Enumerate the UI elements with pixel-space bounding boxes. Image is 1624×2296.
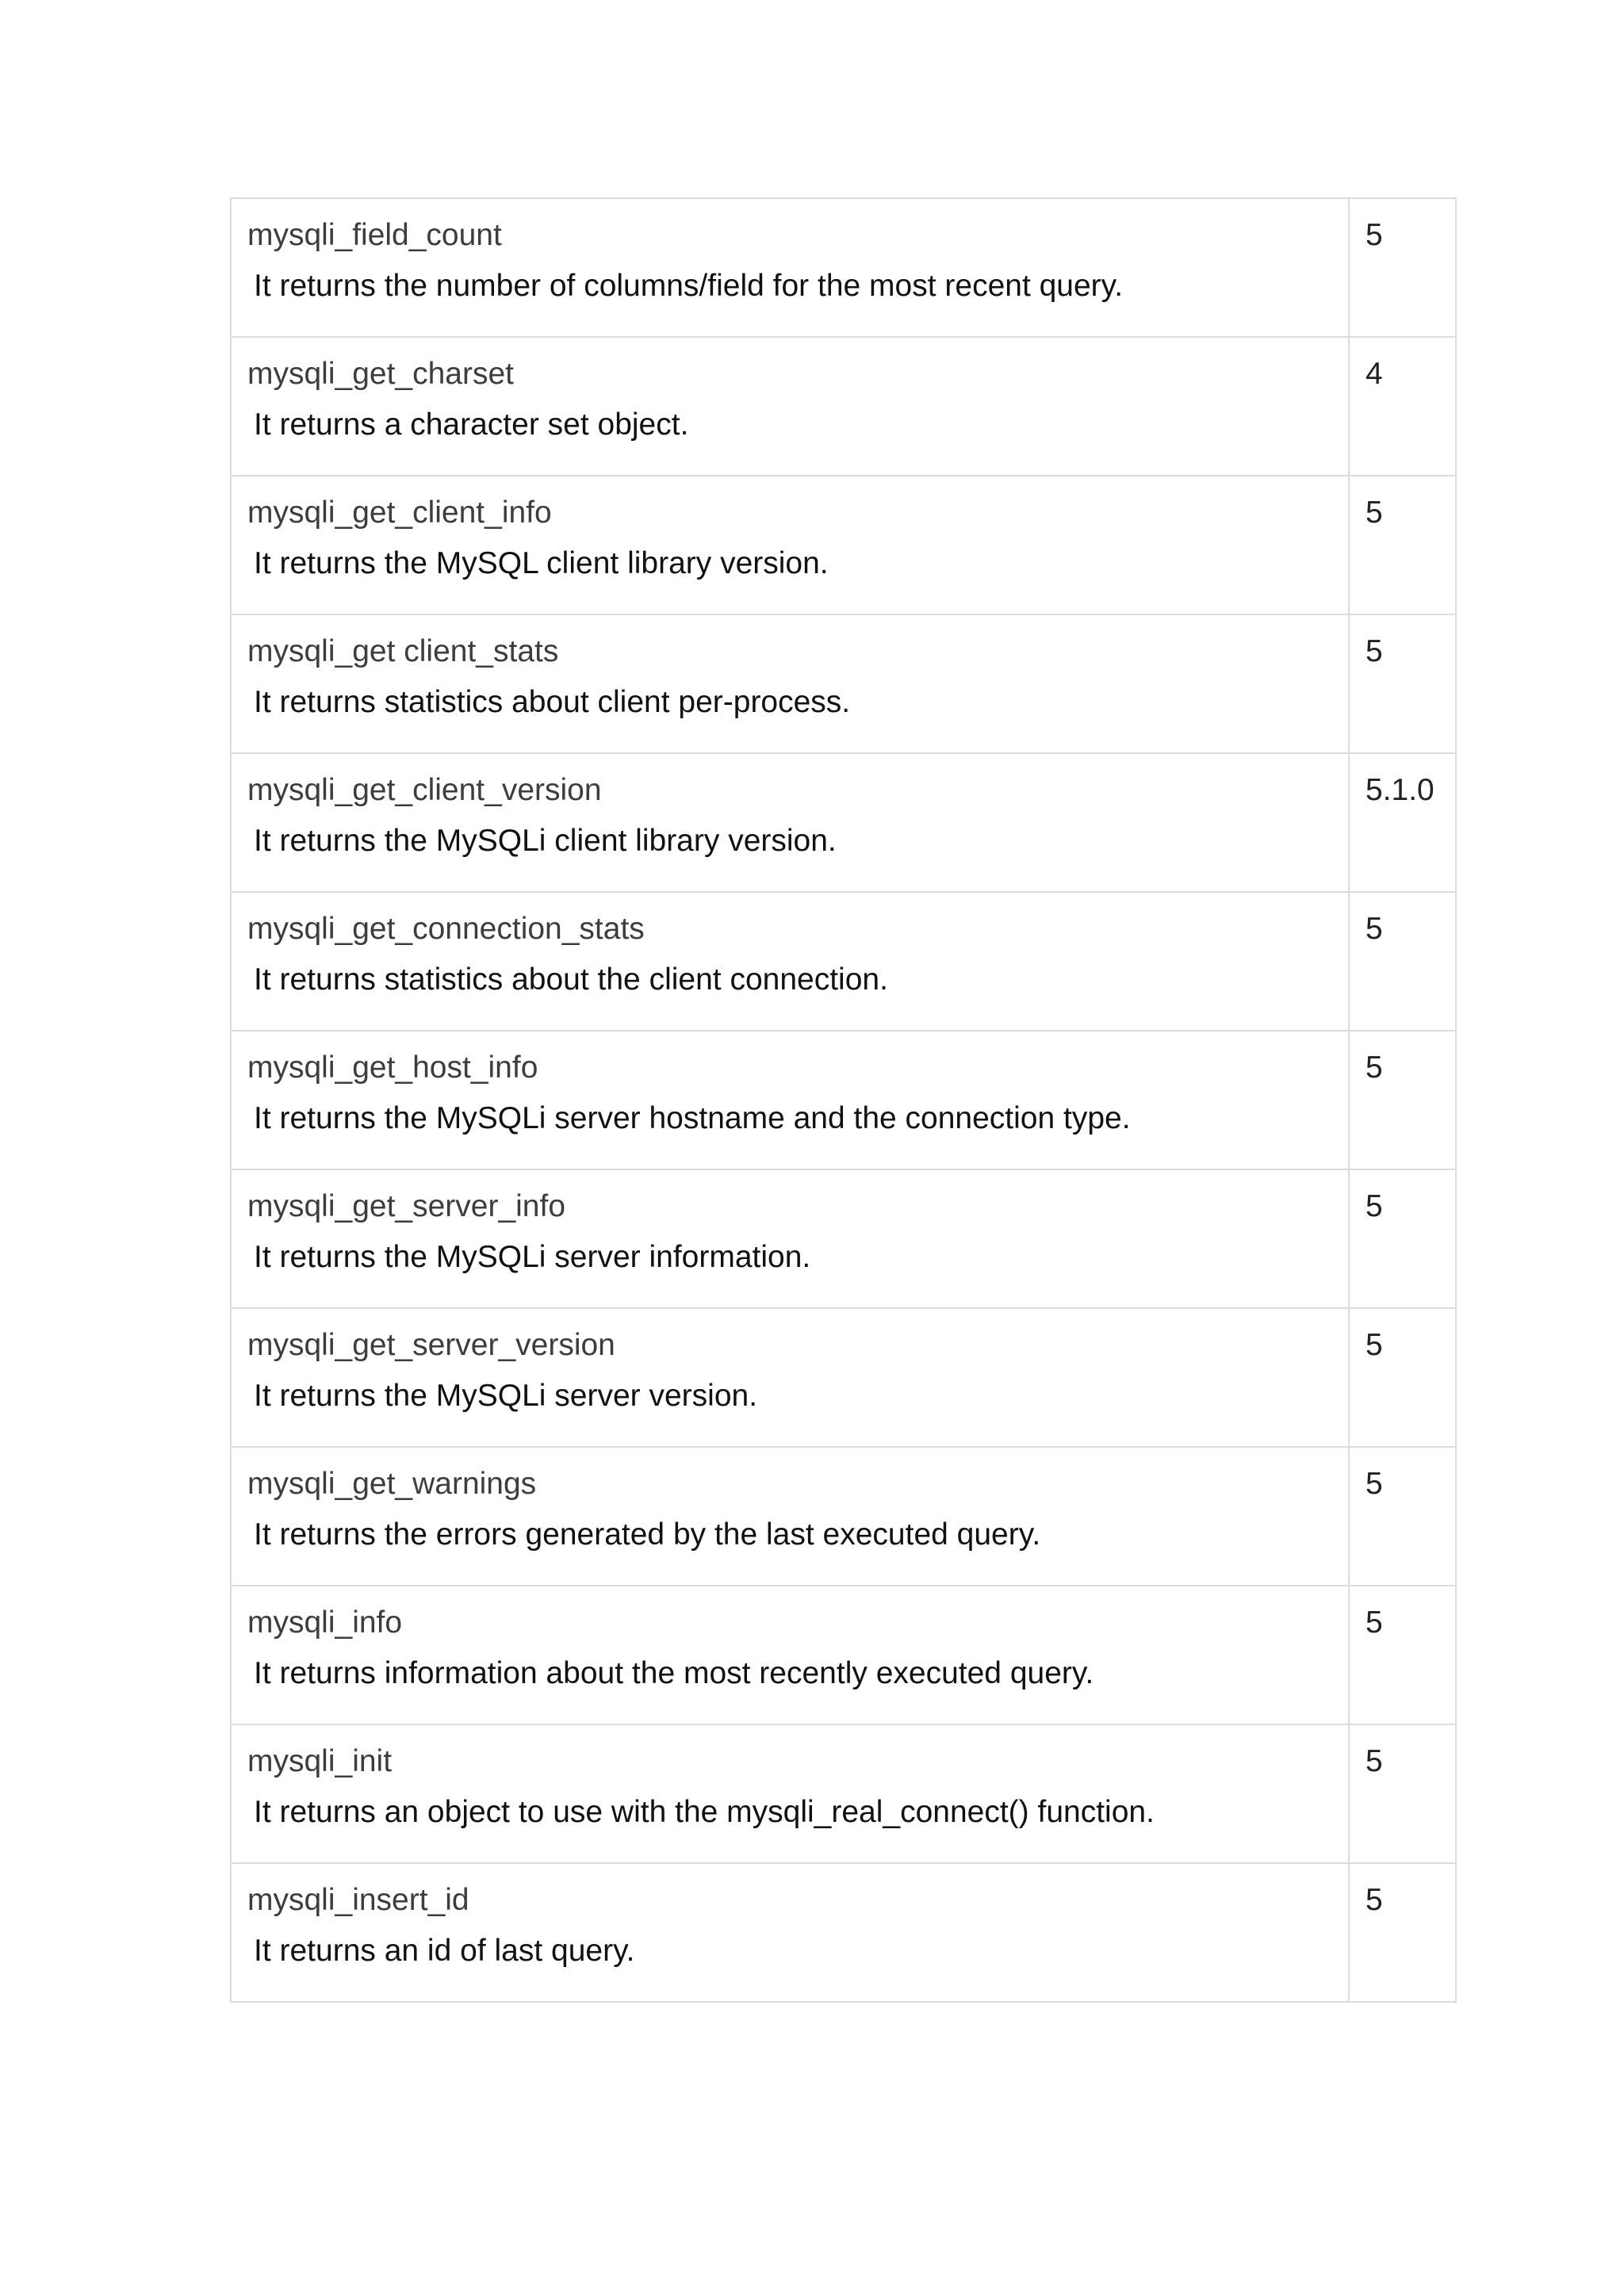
function-name: mysqli_info bbox=[247, 1605, 403, 1640]
table-row bbox=[231, 198, 1456, 337]
function-name: mysqli_get_server_version bbox=[247, 1328, 615, 1362]
table-row bbox=[231, 1308, 1456, 1447]
function-cell bbox=[231, 337, 1349, 476]
table-row bbox=[231, 1169, 1456, 1308]
function-cell bbox=[231, 1863, 1349, 2002]
function-description: It returns an id of last query. bbox=[254, 1934, 635, 1968]
function-cell bbox=[231, 198, 1349, 337]
version-cell bbox=[1349, 198, 1456, 337]
function-description: It returns an object to use with the mysqli_real_connect() function. bbox=[254, 1795, 1155, 1829]
function-name: mysqli_get_client_version bbox=[247, 773, 602, 807]
function-name: mysqli_get_charset bbox=[247, 357, 514, 391]
version-cell bbox=[1349, 614, 1456, 753]
version-cell bbox=[1349, 476, 1456, 614]
table-row bbox=[231, 476, 1456, 614]
table-row bbox=[231, 1724, 1456, 1863]
version-value: 5 bbox=[1365, 1467, 1383, 1501]
function-cell bbox=[231, 1031, 1349, 1169]
version-value: 5 bbox=[1365, 1189, 1383, 1223]
version-cell bbox=[1349, 1724, 1456, 1863]
version-value: 5 bbox=[1365, 634, 1383, 668]
table-row bbox=[231, 892, 1456, 1031]
version-value: 5 bbox=[1365, 912, 1383, 946]
function-description: It returns statistics about the client connection. bbox=[254, 962, 888, 997]
table-row bbox=[231, 1031, 1456, 1169]
function-cell bbox=[231, 892, 1349, 1031]
table-row bbox=[231, 753, 1456, 892]
function-cell bbox=[231, 1447, 1349, 1586]
version-cell bbox=[1349, 892, 1456, 1031]
function-description: It returns a character set object. bbox=[254, 408, 689, 442]
table-row bbox=[231, 1586, 1456, 1724]
function-description: It returns the number of columns/field for the most recent query. bbox=[254, 269, 1124, 303]
version-cell bbox=[1349, 1863, 1456, 2002]
table-row bbox=[231, 614, 1456, 753]
function-description: It returns information about the most recently executed query. bbox=[254, 1656, 1094, 1690]
version-cell bbox=[1349, 1169, 1456, 1308]
function-cell bbox=[231, 1308, 1349, 1447]
function-cell bbox=[231, 1169, 1349, 1308]
version-cell bbox=[1349, 753, 1456, 892]
table-row bbox=[231, 1447, 1456, 1586]
table-row bbox=[231, 1863, 1456, 2002]
function-name: mysqli_field_count bbox=[247, 218, 502, 252]
function-name: mysqli_get_warnings bbox=[247, 1467, 537, 1501]
function-name: mysqli_insert_id bbox=[247, 1883, 469, 1917]
version-value: 5.1.0 bbox=[1365, 773, 1434, 807]
version-cell bbox=[1349, 1308, 1456, 1447]
version-cell bbox=[1349, 337, 1456, 476]
function-description: It returns the MySQLi server information. bbox=[254, 1240, 811, 1274]
function-name: mysqli_init bbox=[247, 1744, 393, 1778]
function-description: It returns the MySQLi server version. bbox=[254, 1379, 758, 1413]
version-value: 5 bbox=[1365, 1883, 1383, 1917]
function-name: mysqli_get_client_info bbox=[247, 496, 552, 530]
function-table bbox=[230, 197, 1457, 2003]
function-name: mysqli_get client_stats bbox=[247, 634, 559, 668]
function-description: It returns statistics about client per-process. bbox=[254, 685, 851, 719]
version-value: 5 bbox=[1365, 1605, 1383, 1640]
function-description: It returns the errors generated by the last executed query. bbox=[254, 1517, 1041, 1552]
function-description: It returns the MySQL client library version. bbox=[254, 546, 829, 580]
version-value: 4 bbox=[1365, 357, 1383, 391]
version-value: 5 bbox=[1365, 1328, 1383, 1362]
function-name: mysqli_get_connection_stats bbox=[247, 912, 645, 946]
function-description: It returns the MySQLi client library version. bbox=[254, 824, 837, 858]
function-name: mysqli_get_server_info bbox=[247, 1189, 566, 1223]
function-cell bbox=[231, 1586, 1349, 1724]
function-cell bbox=[231, 753, 1349, 892]
table-row bbox=[231, 337, 1456, 476]
version-value: 5 bbox=[1365, 496, 1383, 530]
function-name: mysqli_get_host_info bbox=[247, 1050, 538, 1085]
version-value: 5 bbox=[1365, 1050, 1383, 1085]
version-cell bbox=[1349, 1447, 1456, 1586]
function-cell bbox=[231, 614, 1349, 753]
function-cell bbox=[231, 476, 1349, 614]
function-description: It returns the MySQLi server hostname and the connection type. bbox=[254, 1101, 1131, 1135]
version-value: 5 bbox=[1365, 218, 1383, 252]
version-cell bbox=[1349, 1586, 1456, 1724]
version-cell bbox=[1349, 1031, 1456, 1169]
function-cell bbox=[231, 1724, 1349, 1863]
version-value: 5 bbox=[1365, 1744, 1383, 1778]
